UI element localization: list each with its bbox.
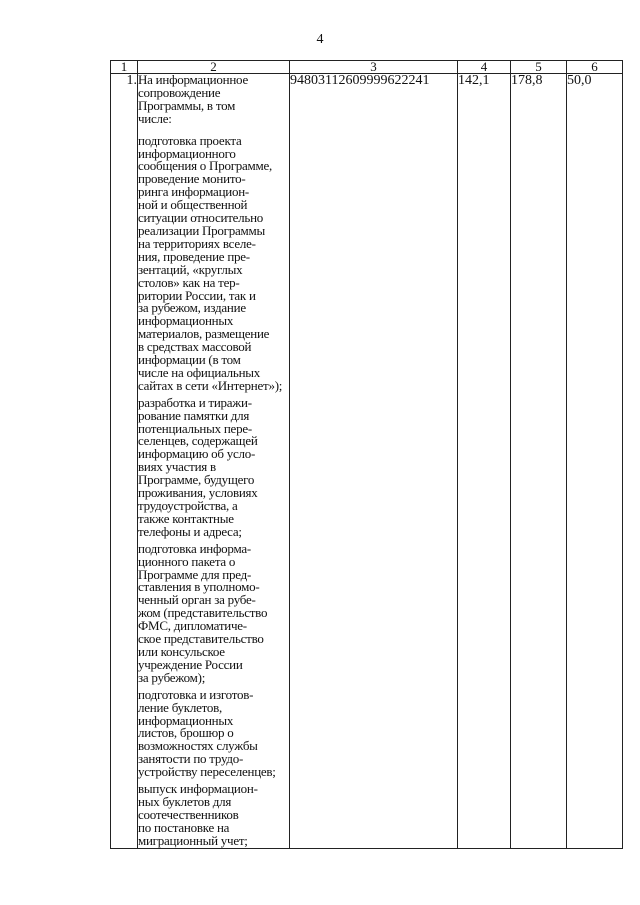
description-line: проживания, условиях (138, 485, 258, 501)
description-line: материалов, размещение (138, 326, 270, 342)
description-line: ной и общественной (138, 197, 248, 213)
header-col-5: 5 (511, 61, 567, 74)
description-line: ское представительство (138, 631, 264, 647)
description-line: ФМС, дипломатиче- (138, 618, 247, 634)
description-line: ционного пакета о (138, 553, 236, 569)
description-paragraphs (138, 74, 289, 848)
description-line: реализации Программы (138, 222, 265, 238)
description-line: ринга информацион- (138, 184, 250, 200)
description-line: устройству переселенцев; (138, 764, 276, 780)
description-line: проведение монито- (138, 171, 246, 187)
row-value-col4: 142,1 (458, 74, 511, 849)
description-line: ритории России, так и (138, 287, 256, 303)
description-line: в средствах массовой (138, 339, 252, 355)
description-line: за рубежом, издание (138, 300, 246, 316)
header-col-3: 3 (290, 61, 458, 74)
description-line: или консульское (138, 643, 225, 659)
description-line: потенциальных пере- (138, 420, 252, 436)
description-line: листов, брошюр о (138, 725, 234, 741)
description-paragraph (138, 540, 289, 685)
header-col-2: 2 (138, 61, 290, 74)
description-line: рование памятки для (138, 407, 250, 423)
description-line: жом (представительство (138, 605, 268, 621)
description-line: возможностях службы (138, 738, 258, 754)
description-line: ных буклетов для (138, 793, 232, 809)
description-line: учреждение России (138, 656, 243, 672)
header-col-6: 6 (567, 61, 623, 74)
description-line: подготовка проекта (138, 132, 242, 148)
description-line: сайтах в сети «Интернет»); (138, 377, 283, 393)
description-paragraph (138, 74, 289, 126)
description-line: соотечественников (138, 806, 239, 822)
description-line: подготовка и изготов- (138, 686, 254, 702)
description-line: на территориях вселе- (138, 235, 256, 251)
description-paragraph (138, 686, 289, 780)
header-col-1: 1 (111, 61, 138, 74)
row-value-col5: 178,8 (511, 74, 567, 849)
description-paragraph (138, 783, 289, 848)
description-line: зентаций, «круглых (138, 261, 243, 277)
description-line: ния, проведение пре- (138, 248, 250, 264)
description-line: телефоны и адреса; (138, 523, 242, 539)
description-line: информацию об усло- (138, 446, 256, 462)
description-line: Программе, будущего (138, 472, 255, 488)
description-line: информационного (138, 145, 236, 161)
description-line: ченный орган за рубе- (138, 592, 256, 608)
description-line: выпуск информацион- (138, 781, 258, 797)
row-number: 1. (111, 74, 138, 849)
description-line: На информационное (138, 72, 248, 87)
header-col-4: 4 (458, 61, 511, 74)
row-value-col6: 50,0 (567, 74, 623, 849)
description-line: разработка и тиражи- (138, 394, 252, 410)
table-row (111, 74, 623, 849)
page-number: 4 (316, 32, 324, 47)
description-paragraph (138, 132, 289, 393)
description-paragraph (138, 394, 289, 539)
row-description (138, 74, 290, 849)
description-line: Программе для пред- (138, 566, 252, 582)
description-line: селенцев, содержащей (138, 433, 258, 449)
description-line: числе на официальных (138, 364, 261, 380)
description-line: ставления в уполномо- (138, 579, 260, 595)
program-table (110, 60, 623, 849)
description-line: ситуации относительно (138, 210, 264, 226)
description-line: подготовка информа- (138, 540, 251, 556)
row-code: 94803112609999622241 (290, 74, 458, 849)
description-line: числе: (138, 110, 172, 126)
description-line: также контактные (138, 510, 234, 526)
description-line: информации (в том (138, 352, 241, 368)
description-line: за рубежом); (138, 669, 206, 685)
description-line: сопровождение (138, 84, 221, 100)
description-line: информационных (138, 712, 234, 728)
description-line: ление буклетов, (138, 699, 223, 715)
description-line: занятости по трудо- (138, 751, 244, 767)
description-line: столов» как на тер- (138, 274, 240, 290)
description-line: информационных (138, 313, 234, 329)
description-line: виях участия в (138, 459, 216, 475)
description-line: трудоустройства, а (138, 498, 238, 513)
description-line: по постановке на (138, 819, 230, 835)
description-line: миграционный учет; (138, 832, 248, 848)
description-line: Программы, в том (138, 97, 236, 113)
description-line: сообщения о Программе, (138, 158, 273, 174)
